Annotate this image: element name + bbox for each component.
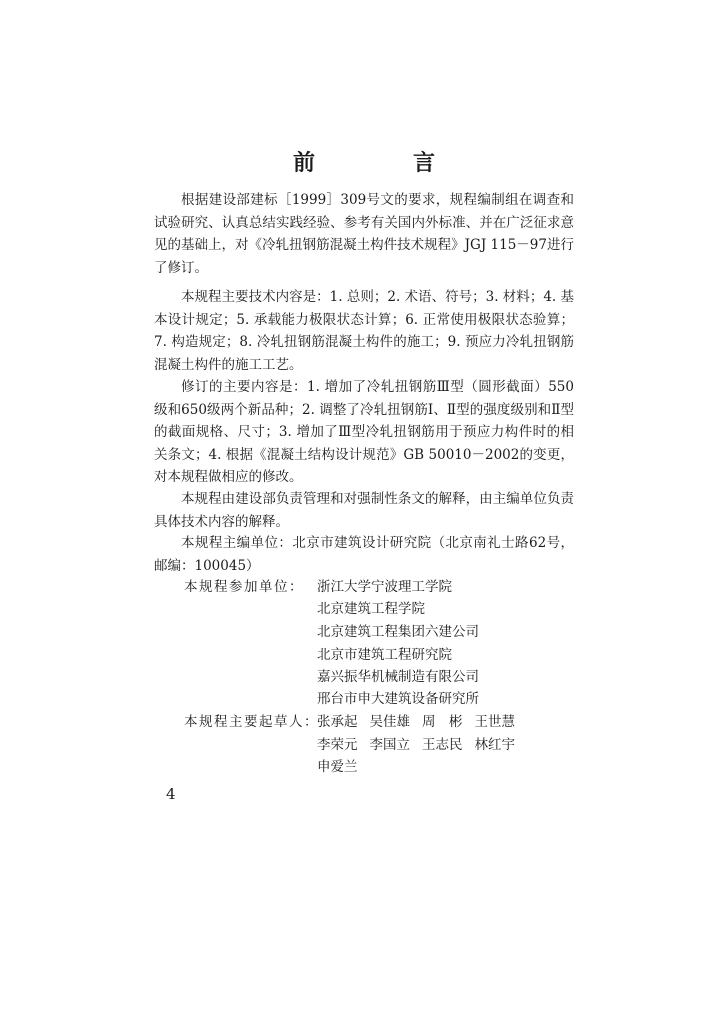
paragraph-main-content: 本规程主要技术内容是：1. 总则；2. 术语、符号；3. 材料；4. 基本设计规定；5. 承载能力极限状态计算；6. 正常使用极限状态验算；7. 构造规定；8. 冷轧扭钢筋混凝土构件的施工；9. 预应力冷轧扭钢筋混凝土构件的施工工艺。 bbox=[154, 289, 574, 373]
drafter-name: 王志民 bbox=[422, 737, 463, 753]
participant-unit: 浙江大学宁波理工学院 bbox=[317, 579, 452, 595]
participant-unit: 邢台市申大建筑设备研究所 bbox=[317, 691, 479, 707]
paragraph-chief-editor: 本规程主编单位：北京市建筑设计研究院（北京南礼士路62号，邮编：100045） bbox=[154, 535, 574, 574]
drafter-name: 张承起 bbox=[317, 714, 358, 730]
drafter-line bbox=[317, 734, 527, 757]
participant-unit: 北京市建筑工程研究院 bbox=[317, 647, 452, 663]
page-number: 4 bbox=[166, 785, 176, 803]
drafters-label: 本规程主要起草人： bbox=[184, 714, 319, 730]
participants-label: 本规程参加单位： bbox=[184, 579, 304, 595]
drafter-name: 林红宇 bbox=[474, 737, 515, 753]
participant-unit: 北京建筑工程学院 bbox=[317, 601, 425, 617]
drafter-name: 王世慧 bbox=[474, 714, 515, 730]
drafter-name: 李国立 bbox=[369, 737, 410, 753]
drafter-line bbox=[317, 756, 370, 779]
drafter-line bbox=[317, 711, 527, 734]
drafter-name: 申爱兰 bbox=[317, 759, 358, 775]
participant-unit: 北京建筑工程集团六建公司 bbox=[317, 624, 479, 640]
page-title: 前 言 bbox=[292, 150, 473, 176]
drafter-name: 周 彬 bbox=[422, 714, 463, 730]
paragraph-management: 本规程由建设部负责管理和对强制性条文的解释，由主编单位负责具体技术内容的解释。 bbox=[154, 491, 574, 530]
paragraph-background: 根据建设部建标［1999］309号文的要求，规程编制组在调查和试验研究、认真总结实践经验、参考有关国内外标准、并在广泛征求意见的基础上，对《冷轧扭钢筋混凝土构件技术规程》JGJ 115－97进行了修订。 bbox=[154, 192, 574, 276]
paragraph-revision: 修订的主要内容是：1. 增加了冷轧扭钢筋Ⅲ型（圆形截面）550级和650级两个新品种；2. 调整了冷轧扭钢筋Ⅰ、Ⅱ型的强度级别和Ⅱ型的截面规格、尺寸；3. 增加了Ⅲ型冷轧扭钢筋用于预应力构件时的相关条文；4. 根据《混凝土结构设计规范》GB 50010－2002的变更，对本规程做相应的修改。 bbox=[154, 379, 574, 486]
drafter-name: 吴佳雄 bbox=[369, 714, 410, 730]
drafter-name: 李荣元 bbox=[317, 737, 358, 753]
participant-unit: 嘉兴振华机械制造有限公司 bbox=[317, 669, 479, 685]
